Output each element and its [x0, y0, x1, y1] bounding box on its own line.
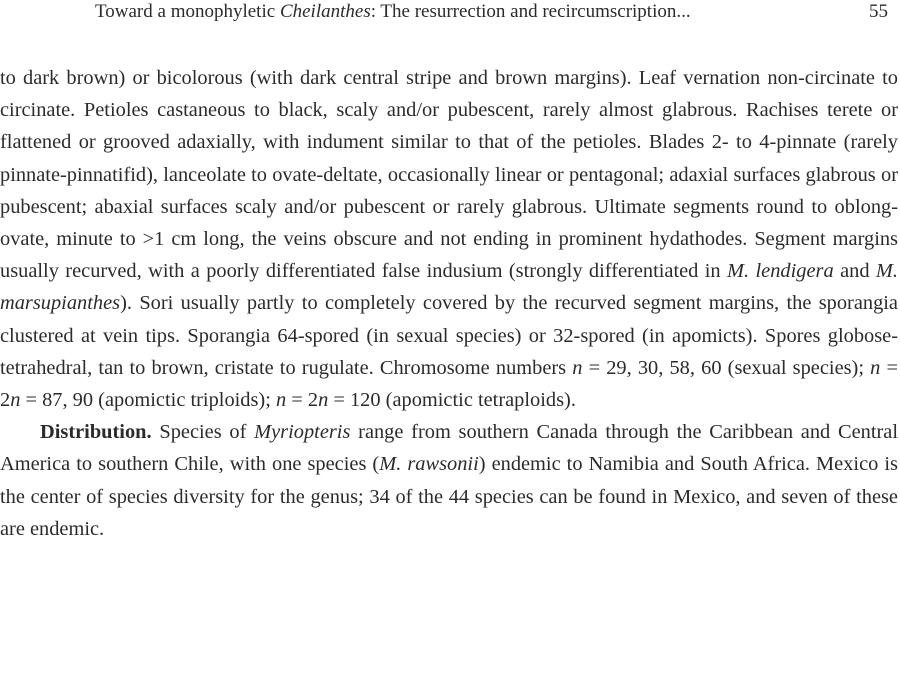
chromosome-symbol: n — [318, 389, 329, 412]
running-title-prefix: Toward a monophyletic — [95, 1, 280, 22]
running-head — [0, 0, 900, 24]
description-text: to dark brown) or bicolorous (with dark central stripe and brown margins). Leaf vernation non-circinate to circinate. Petioles castaneous to black, scaly and/or pubescent, rarely almost glabrous. Rachises terete or flattened or grooved adaxially, with indument similar to that of the petioles. Blades 2- to 4-pinnate (rarely pinnate-pinnatifid), lanceolate to ovate-deltate, occasionally linear or pentagonal; adaxial surfaces glabrous or pubescent; abaxial surfaces scaly and/or pubescent or rarely glabrous. Ultimate segments round to oblong-ovate, minute to >1 cm long, the veins obscure and not ending in prominent hydathodes. Segment margins usually recurved, with a poorly differentiated false indusium (strongly differentiated in — [0, 67, 898, 283]
running-title — [95, 0, 691, 24]
description-text: ). Sori usually partly to completely covered by the recurved segment margins, the sporangia clustered at vein tips. Sporangia 64-spored (in sexual species) or 32-spored (in apomicts). Spores globose-tetrahedral, tan to brown, cristate to rugulate. Chromosome numbers — [0, 292, 898, 379]
species-name: M. lendigera — [727, 260, 834, 283]
chromosome-symbol: n — [10, 389, 21, 412]
chromosome-symbol: n — [276, 389, 287, 412]
description-paragraph — [0, 62, 898, 416]
body-text — [0, 62, 898, 545]
description-text: = 120 (apomictic tetraploids). — [328, 389, 576, 412]
species-name: M. marsupianthes — [0, 260, 899, 315]
distribution-paragraph — [0, 416, 898, 545]
chromosome-symbol: n — [870, 356, 881, 379]
page-number: 55 — [869, 1, 888, 22]
running-title-suffix: : The resurrection and recircumscription... — [370, 1, 691, 22]
distribution-text: ) endemic to Namibia and South Africa. Mexico is the center of species diversity for the genus; 34 of the 44 species can be found in Mexico, and seven of these are endemic. — [0, 453, 898, 540]
species-name: M. rawsonii — [379, 453, 479, 476]
description-text: = 87, 90 (apomictic triploids); — [20, 389, 276, 412]
distribution-text: Species of — [151, 421, 255, 444]
description-text: = 29, 30, 58, 60 (sexual species); — [582, 356, 871, 379]
running-title-genus: Cheilanthes — [279, 1, 371, 22]
description-text: = 2 — [0, 356, 898, 412]
description-text: = 2 — [286, 389, 319, 412]
distribution-heading: Distribution. — [40, 421, 152, 444]
description-text: and — [833, 260, 876, 283]
distribution-text: range from southern Canada through the Caribbean and Central America to southern Chile, with one species ( — [0, 421, 898, 476]
chromosome-symbol: n — [572, 356, 583, 379]
genus-name: Myriopteris — [254, 421, 351, 444]
